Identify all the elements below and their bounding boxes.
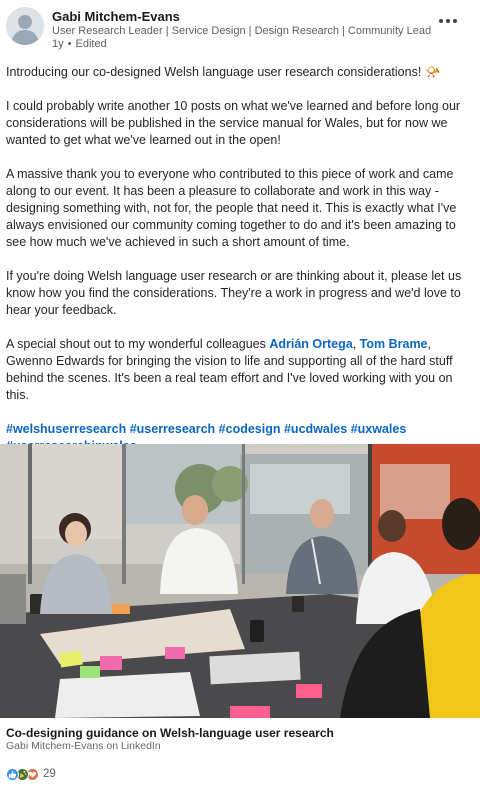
mention-adrian-ortega[interactable]: Adrián Ortega [269,337,353,351]
person-silhouette-icon [6,7,44,45]
post-paragraph: A massive thank you to everyone who contributed to this piece of work and came along to our event. It has been a pleasure to collaborate and work in this way - designing something with, not for, the people that need it. This is exactly what I've always envisioned our community coming together to do and it's been amazing to see how much we've achieved in such a short amount of time. [6,167,457,249]
more-dot-icon [446,19,450,23]
post-meta [52,38,107,50]
article-image[interactable] [0,444,480,718]
shoutout-comma: , [352,337,360,351]
article-title[interactable]: Co-designing guidance on Welsh-language user research [6,726,334,740]
post-header [0,0,480,58]
shoutout-text-end: , Gwenno Edwards for bringing the vision to life and supporting all of the hard stuff behind the scenes. It's been a real team effort and I've loved working with you on this. [6,337,453,402]
post-intro: Introducing our co-designed Welsh language user research considerations! 📯 [6,65,441,79]
post-time: 1y [52,38,64,50]
article-source: Gabi Mitchem-Evans on LinkedIn [6,740,161,752]
shoutout-text: A special shout out to my wonderful colleagues [6,337,270,351]
post-paragraph-shoutout [6,336,474,404]
hashtag-link[interactable]: #codesign [218,422,281,436]
hashtag-link[interactable]: #ucdwales [283,422,348,436]
author-headline: User Research Leader | Service Design | Design Research | Community Lead [52,25,432,37]
hashtag-link[interactable]: #uxwales [350,422,407,436]
more-options-button[interactable] [434,10,462,32]
post-paragraph: I could probably write another 10 posts on what we've learned and before long our considerations will be published in the service manual for Wales, but for now we wanted to get what we've learned out in the open! [6,99,461,147]
more-dot-icon [453,19,457,23]
post-paragraph: If you're doing Welsh language user research or are thinking about it, please let us know how you find the considerations. They're a work in progress and we'd love to hear your feedback. [6,269,462,317]
avatar[interactable] [6,7,44,45]
hashtag-link[interactable]: #welshuserresearch [6,422,127,436]
more-dot-icon [439,19,443,23]
hashtag-link[interactable]: #userresearch [129,422,216,436]
edited-label: Edited [75,38,107,50]
author-name[interactable]: Gabi Mitchem-Evans [52,9,180,24]
workshop-photo-illustration [0,444,480,718]
mention-tom-brame[interactable]: Tom Brame [359,337,428,351]
reaction-count: 29 [43,768,56,780]
reactions-summary[interactable] [6,766,56,782]
like-icon [6,768,19,781]
meta-separator: • [67,38,72,50]
post-body [6,64,474,472]
